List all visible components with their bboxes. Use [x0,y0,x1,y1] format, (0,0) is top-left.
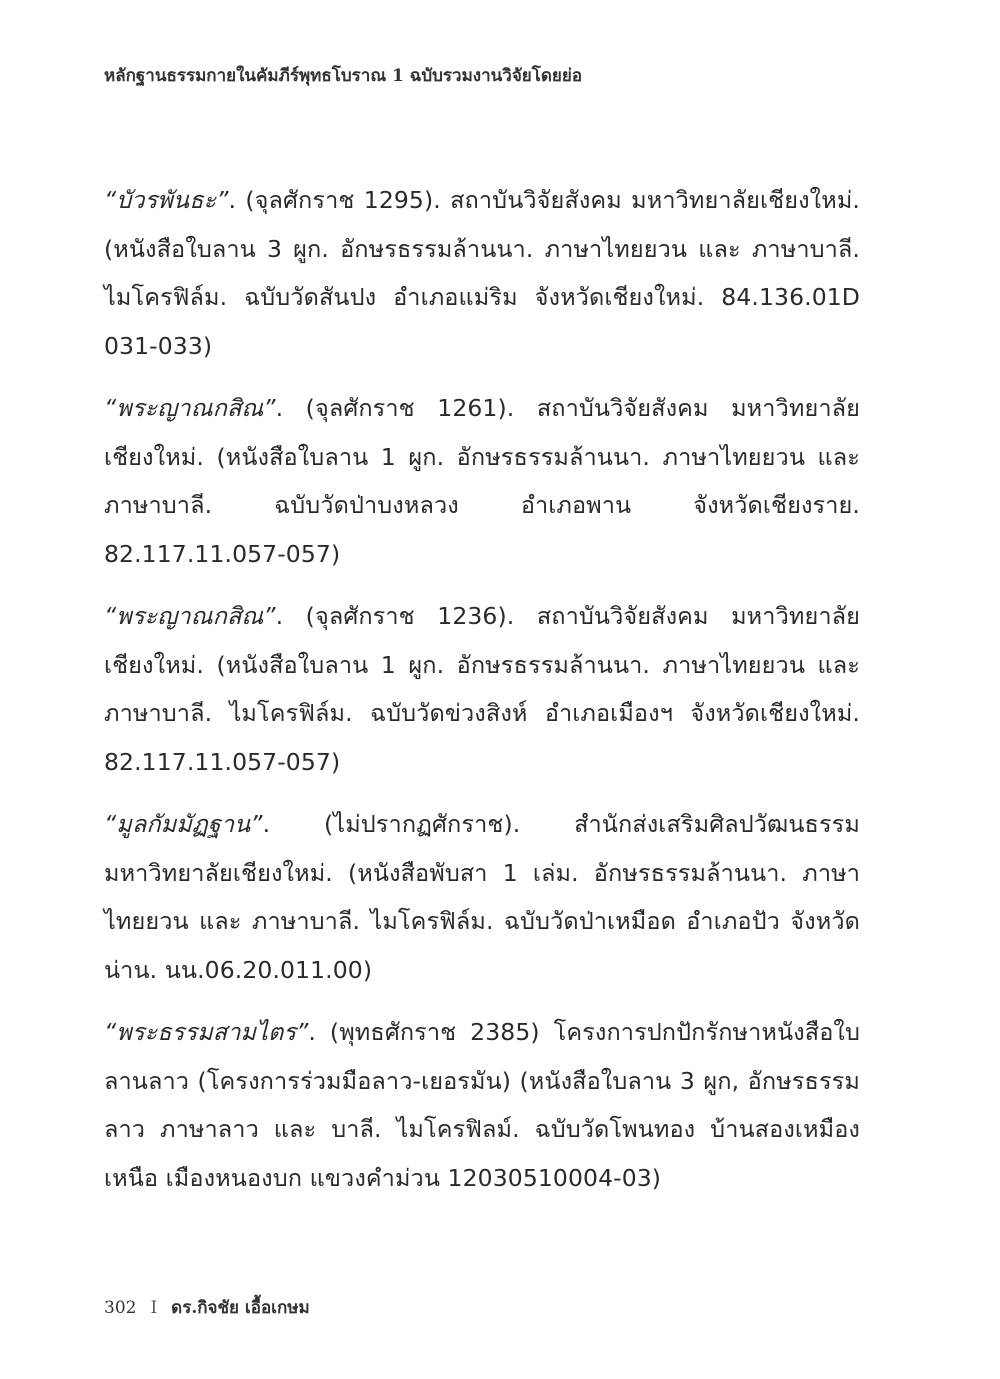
reference-body: . (พุทธศักราช 2385) โครงการปกปักรักษาหนังสือใบลานลาว (โครงการร่วมมือลาว-เยอรมัน) (หนังสือใบลาน 3 ผูก, อักษรธรรมลาว ภาษาลาว และ บาลี. ไมโครฟิลม์. ฉบับวัดโพนทอง บ้านสองเหมืองเหนือ เมืองหนองบก แขวงคำม่วน 12030510004-03) [104,1018,860,1192]
reference-title: “พระธรรมสามไตร” [104,1018,309,1046]
reference-entry [104,384,860,578]
reference-entry [104,800,860,994]
reference-body: . (จุลศักราช 1261). สถาบันวิจัยสังคม มหาวิทยาลัยเชียงใหม่. (หนังสือใบลาน 1 ผูก. อักษรธรรมล้านนา. ภาษาไทยยวน และ ภาษาบาลี. ฉบับวัดป่าบงหลวง อำเภอพาน จังหวัดเชียงราย. 82.117.11.057-057) [104,394,860,568]
page-number: 302 [104,1298,137,1318]
reference-body: . (จุลศักราช 1295). สถาบันวิจัยสังคม มหาวิทยาลัยเชียงใหม่. (หนังสือใบลาน 3 ผูก. อักษรธรรมล้านนา. ภาษาไทยยวน และ ภาษาบาลี. ไมโครฟิล์ม. ฉบับวัดสันปง อำเภอแม่ริม จังหวัดเชียงใหม่. 84.136.01D 031-033) [104,186,860,360]
reference-title: “พระญาณกสิณ” [104,602,276,630]
running-header [104,62,904,89]
reference-title: “พระญาณกสิณ” [104,394,276,422]
reference-entry [104,592,860,786]
book-title: หลักฐานธรรมกายในคัมภีร์พุทธโบราณ 1 ฉบับรวมงานวิจัยโดยย่อ [104,66,583,86]
reference-title: “บัวรพันธะ” [104,186,229,214]
reference-entry [104,176,860,370]
reference-entry [104,1008,860,1202]
page-footer [104,1294,310,1321]
reference-list [104,176,860,1216]
reference-body: . (ไม่ปรากฏศักราช). สำนักส่งเสริมศิลปวัฒนธรรม มหาวิทยาลัยเชียงใหม่. (หนังสือพับสา 1 เล่ม. อักษรธรรมล้านนา. ภาษาไทยยวน และ ภาษาบาลี. ไมโครฟิล์ม. ฉบับวัดป่าเหมือด อำเภอปัว จังหวัดน่าน. นน.06.20.011.00) [104,810,860,984]
reference-title: “มูลกัมมัฏฐาน” [104,810,263,838]
footer-separator: I [150,1298,158,1318]
reference-body: . (จุลศักราช 1236). สถาบันวิจัยสังคม มหาวิทยาลัยเชียงใหม่. (หนังสือใบลาน 1 ผูก. อักษรธรรมล้านนา. ภาษาไทยยวน และ ภาษาบาลี. ไมโครฟิล์ม. ฉบับวัดข่วงสิงห์ อำเภอเมืองฯ จังหวัดเชียงใหม่. 82.117.11.057-057) [104,602,860,776]
author-name: ดร.กิจชัย เอื้อเกษม [171,1298,310,1318]
